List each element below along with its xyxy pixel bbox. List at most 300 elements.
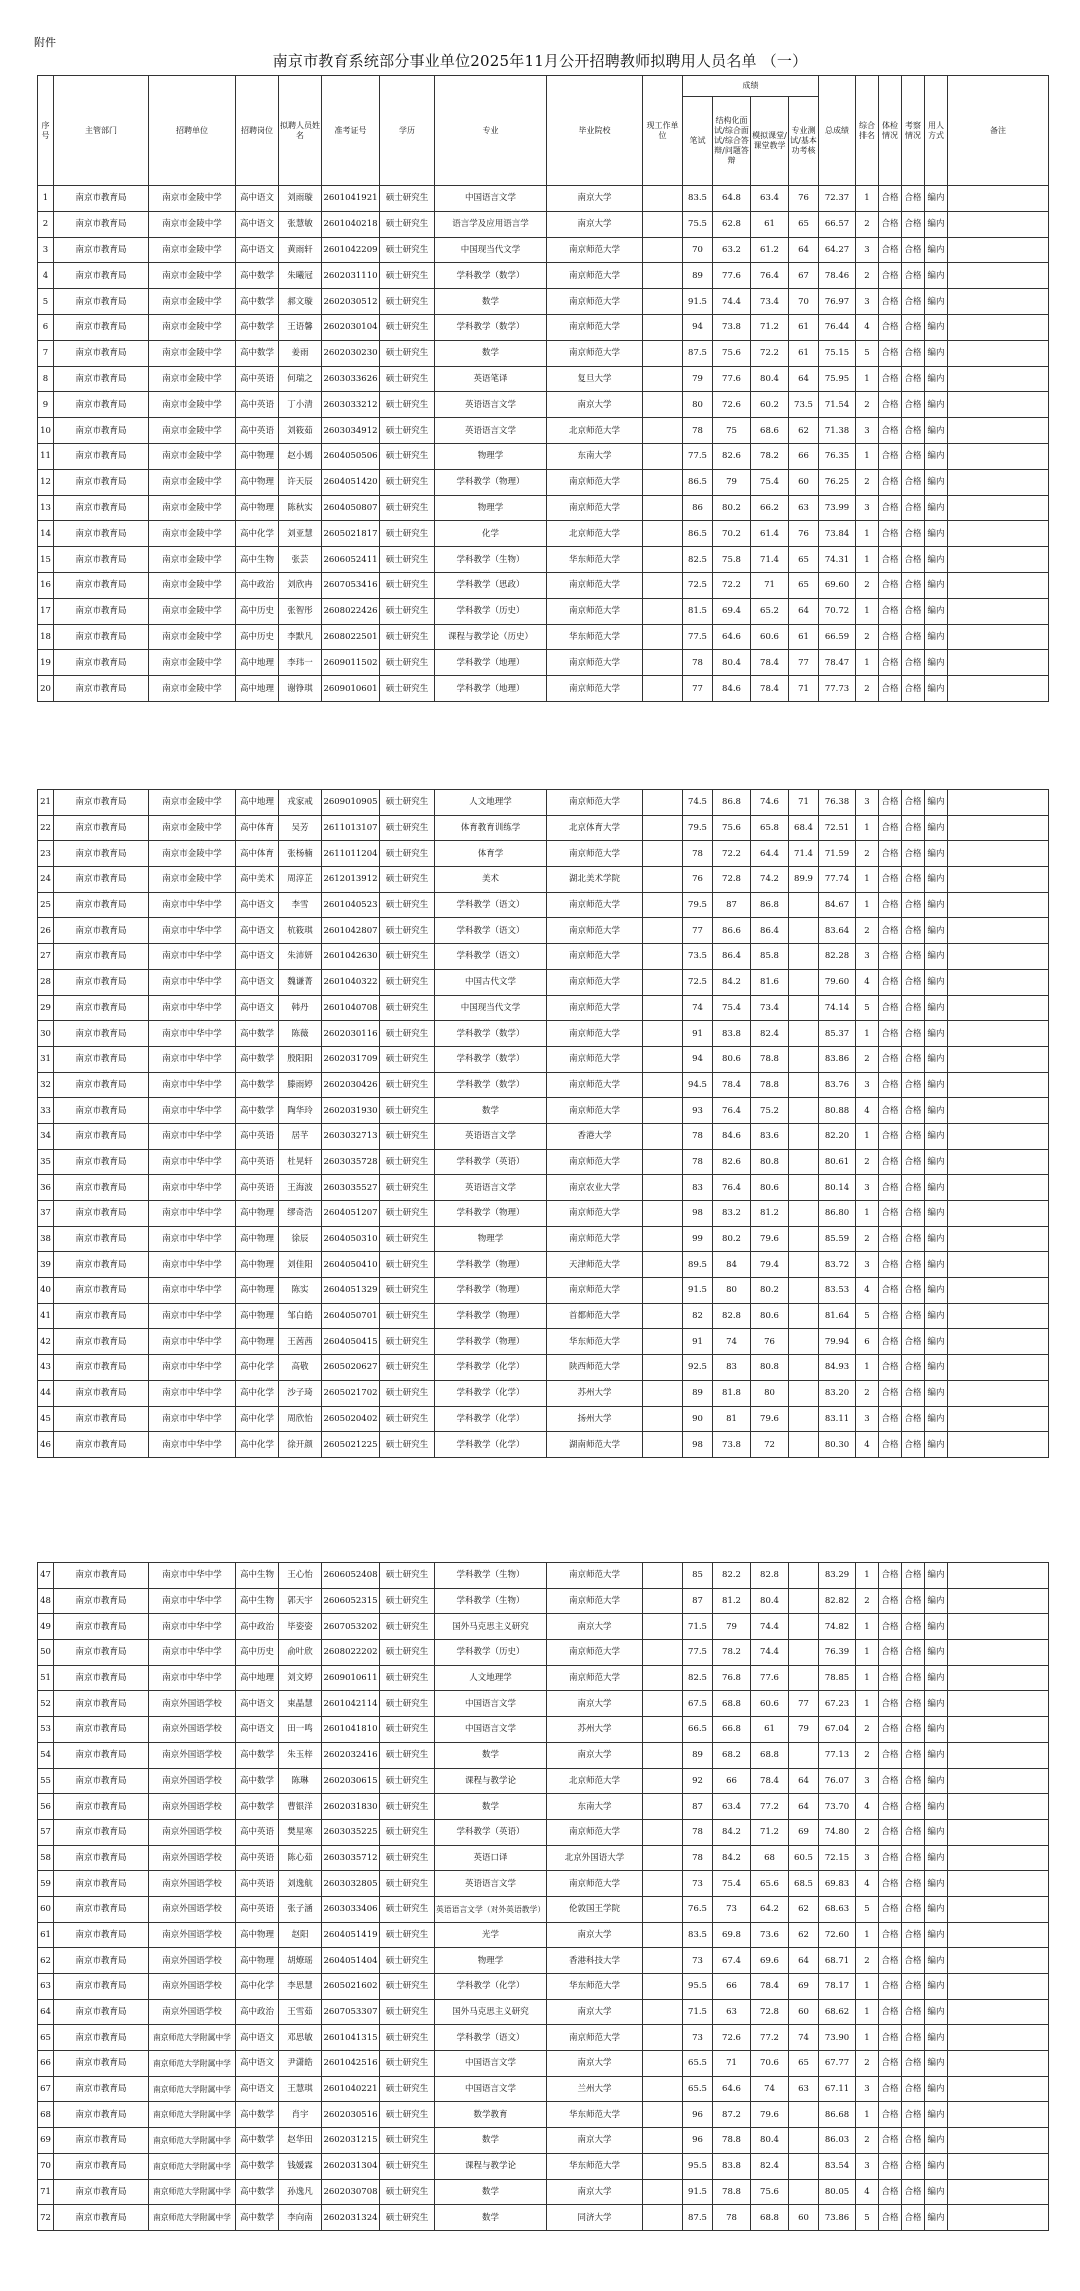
cell-skill: 64 — [789, 1768, 819, 1794]
cell-inspect: 合格 — [902, 1614, 925, 1640]
cell-edu: 硕士研究生 — [380, 340, 435, 366]
cell-school: 南京师范大学 — [547, 1563, 643, 1589]
cell-edu: 硕士研究生 — [380, 1355, 435, 1381]
cell-ticket: 2602031830 — [322, 1794, 380, 1820]
cell-ticket: 2605020627 — [322, 1355, 380, 1381]
cell-skill — [789, 1380, 819, 1406]
cell-employ: 编内 — [925, 1021, 948, 1047]
cell-employ: 编内 — [925, 186, 948, 212]
cell-employ: 编内 — [925, 2179, 948, 2205]
cell-note — [948, 237, 1049, 263]
cell-interview: 75.6 — [713, 340, 751, 366]
cell-inspect: 合格 — [902, 1380, 925, 1406]
table-row — [38, 1948, 1049, 1974]
cell-lesson: 80.6 — [751, 1175, 789, 1201]
cell-major: 中国语言文学 — [435, 2051, 547, 2077]
cell-employ: 编内 — [925, 469, 948, 495]
cell-school: 北京体育大学 — [547, 815, 643, 841]
cell-inspect: 合格 — [902, 1871, 925, 1897]
cell-lesson: 80.4 — [751, 1588, 789, 1614]
cell-inspect: 合格 — [902, 790, 925, 816]
header-note: 备注 — [948, 76, 1049, 186]
cell-inspect: 合格 — [902, 918, 925, 944]
cell-name: 沙子琦 — [279, 1380, 322, 1406]
cell-interview: 76.4 — [713, 1098, 751, 1124]
cell-edu: 硕士研究生 — [380, 1149, 435, 1175]
cell-school: 南京师范大学 — [547, 1046, 643, 1072]
cell-school: 华东师范大学 — [547, 2102, 643, 2128]
cell-interview: 76.8 — [713, 1665, 751, 1691]
cell-ticket: 2601042516 — [322, 2051, 380, 2077]
table-row — [38, 547, 1049, 573]
cell-seq: 51 — [38, 1665, 54, 1691]
cell-lesson: 80.8 — [751, 1149, 789, 1175]
cell-lesson: 73.4 — [751, 289, 789, 315]
cell-unit: 南京师范大学附属中学 — [149, 2153, 236, 2179]
cell-skill: 74 — [789, 2025, 819, 2051]
cell-post: 高中数学 — [236, 314, 279, 340]
cell-edu: 硕士研究生 — [380, 1563, 435, 1589]
cell-unit: 南京市中华中学 — [149, 1098, 236, 1124]
cell-physical: 合格 — [879, 572, 902, 598]
cell-work — [643, 2025, 683, 2051]
cell-name: 邓思敏 — [279, 2025, 322, 2051]
table-row — [38, 2025, 1049, 2051]
cell-total: 82.20 — [819, 1123, 856, 1149]
cell-interview: 79 — [713, 1614, 751, 1640]
cell-lesson: 79.6 — [751, 2102, 789, 2128]
cell-physical: 合格 — [879, 186, 902, 212]
cell-ticket: 2601040221 — [322, 2076, 380, 2102]
cell-physical: 合格 — [879, 1278, 902, 1304]
cell-rank: 1 — [856, 2025, 879, 2051]
cell-skill: 60.5 — [789, 1845, 819, 1871]
cell-rank: 1 — [856, 815, 879, 841]
cell-post: 高中美术 — [236, 867, 279, 893]
cell-written: 73.5 — [683, 944, 713, 970]
cell-lesson: 61.2 — [751, 237, 789, 263]
cell-edu: 硕士研究生 — [380, 1588, 435, 1614]
cell-written: 82.5 — [683, 547, 713, 573]
cell-rank: 2 — [856, 2051, 879, 2077]
cell-interview: 80.4 — [713, 650, 751, 676]
cell-unit: 南京市中华中学 — [149, 1072, 236, 1098]
cell-physical: 合格 — [879, 2025, 902, 2051]
cell-note — [948, 1768, 1049, 1794]
cell-rank: 2 — [856, 1380, 879, 1406]
cell-name: 束晶慧 — [279, 1691, 322, 1717]
cell-post: 高中化学 — [236, 1380, 279, 1406]
cell-name: 张子涵 — [279, 1896, 322, 1922]
cell-employ: 编内 — [925, 598, 948, 624]
cell-edu: 硕士研究生 — [380, 547, 435, 573]
cell-unit: 南京市中华中学 — [149, 1614, 236, 1640]
cell-total: 84.93 — [819, 1355, 856, 1381]
cell-unit: 南京市金陵中学 — [149, 676, 236, 702]
cell-employ: 编内 — [925, 1640, 948, 1666]
cell-edu: 硕士研究生 — [380, 2205, 435, 2231]
cell-total: 79.94 — [819, 1329, 856, 1355]
cell-major: 英语笔译 — [435, 366, 547, 392]
cell-written: 73 — [683, 1948, 713, 1974]
cell-post: 高中政治 — [236, 572, 279, 598]
cell-employ: 编内 — [925, 944, 948, 970]
cell-physical: 合格 — [879, 867, 902, 893]
cell-post: 高中物理 — [236, 443, 279, 469]
table-row — [38, 1742, 1049, 1768]
cell-dept: 南京市教育局 — [54, 1691, 149, 1717]
cell-major: 学科教学（数学） — [435, 1046, 547, 1072]
cell-post: 高中语文 — [236, 237, 279, 263]
cell-inspect: 合格 — [902, 969, 925, 995]
cell-lesson: 68.8 — [751, 1742, 789, 1768]
cell-written: 75.5 — [683, 211, 713, 237]
cell-major: 学科教学（语文） — [435, 944, 547, 970]
cell-written: 95.5 — [683, 2153, 713, 2179]
table-row — [38, 1819, 1049, 1845]
cell-edu: 硕士研究生 — [380, 790, 435, 816]
table-row — [38, 392, 1049, 418]
cell-post: 高中语文 — [236, 1691, 279, 1717]
cell-rank: 3 — [856, 1072, 879, 1098]
cell-major: 国外马克思主义研究 — [435, 1614, 547, 1640]
cell-physical: 合格 — [879, 1329, 902, 1355]
cell-note — [948, 1098, 1049, 1124]
cell-inspect: 合格 — [902, 1640, 925, 1666]
cell-work — [643, 2205, 683, 2231]
cell-written: 79 — [683, 366, 713, 392]
table-row — [38, 1999, 1049, 2025]
cell-school: 香港科技大学 — [547, 1948, 643, 1974]
cell-seq: 16 — [38, 572, 54, 598]
cell-rank: 2 — [856, 572, 879, 598]
cell-work — [643, 314, 683, 340]
cell-school: 南京师范大学 — [547, 790, 643, 816]
cell-rank: 1 — [856, 1974, 879, 2000]
cell-name: 李默凡 — [279, 624, 322, 650]
cell-rank: 3 — [856, 1252, 879, 1278]
cell-total: 86.68 — [819, 2102, 856, 2128]
cell-post: 高中语文 — [236, 2025, 279, 2051]
cell-total: 71.59 — [819, 841, 856, 867]
cell-total: 80.30 — [819, 1432, 856, 1458]
cell-dept: 南京市教育局 — [54, 1665, 149, 1691]
cell-major: 课程与教学论 — [435, 2153, 547, 2179]
cell-major: 学科教学（化学） — [435, 1974, 547, 2000]
cell-inspect: 合格 — [902, 1072, 925, 1098]
cell-total: 80.05 — [819, 2179, 856, 2205]
cell-work — [643, 572, 683, 598]
cell-ticket: 2604050310 — [322, 1226, 380, 1252]
cell-post: 高中数学 — [236, 2153, 279, 2179]
cell-seq: 31 — [38, 1046, 54, 1072]
cell-unit: 南京市金陵中学 — [149, 547, 236, 573]
cell-physical: 合格 — [879, 1665, 902, 1691]
cell-inspect: 合格 — [902, 892, 925, 918]
cell-work — [643, 1380, 683, 1406]
cell-inspect: 合格 — [902, 1665, 925, 1691]
cell-post: 高中物理 — [236, 1226, 279, 1252]
cell-note — [948, 1819, 1049, 1845]
cell-note — [948, 2102, 1049, 2128]
cell-interview: 67.4 — [713, 1948, 751, 1974]
cell-employ: 编内 — [925, 676, 948, 702]
cell-name: 张芸 — [279, 547, 322, 573]
cell-employ: 编内 — [925, 547, 948, 573]
cell-written: 78 — [683, 1123, 713, 1149]
cell-lesson: 66.2 — [751, 495, 789, 521]
cell-interview: 82.6 — [713, 1149, 751, 1175]
cell-major: 学科教学（数学） — [435, 1021, 547, 1047]
cell-ticket: 2612013912 — [322, 867, 380, 893]
table-row — [38, 1355, 1049, 1381]
cell-inspect: 合格 — [902, 572, 925, 598]
cell-edu: 硕士研究生 — [380, 2025, 435, 2051]
cell-employ: 编内 — [925, 495, 948, 521]
cell-note — [948, 289, 1049, 315]
cell-ticket: 2604050415 — [322, 1329, 380, 1355]
cell-total: 68.63 — [819, 1896, 856, 1922]
table-row — [38, 1406, 1049, 1432]
cell-ticket: 2604050701 — [322, 1303, 380, 1329]
cell-note — [948, 650, 1049, 676]
cell-total: 79.60 — [819, 969, 856, 995]
cell-total: 83.72 — [819, 1252, 856, 1278]
cell-interview: 72.6 — [713, 392, 751, 418]
cell-ticket: 2604051207 — [322, 1201, 380, 1227]
cell-lesson: 78.2 — [751, 443, 789, 469]
cell-seq: 2 — [38, 211, 54, 237]
cell-skill — [789, 1046, 819, 1072]
cell-lesson: 61 — [751, 211, 789, 237]
cell-total: 80.14 — [819, 1175, 856, 1201]
cell-name: 钱媛霖 — [279, 2153, 322, 2179]
cell-inspect: 合格 — [902, 1329, 925, 1355]
cell-edu: 硕士研究生 — [380, 1046, 435, 1072]
cell-ticket: 2602030512 — [322, 289, 380, 315]
cell-unit: 南京市金陵中学 — [149, 186, 236, 212]
cell-post: 高中英语 — [236, 392, 279, 418]
cell-major: 学科教学（物理） — [435, 1303, 547, 1329]
cell-unit: 南京外国语学校 — [149, 1922, 236, 1948]
cell-rank: 4 — [856, 314, 879, 340]
header-work: 现工作单位 — [643, 76, 683, 186]
cell-interview: 82.8 — [713, 1303, 751, 1329]
cell-interview: 73.8 — [713, 314, 751, 340]
table-row — [38, 237, 1049, 263]
header-post: 招聘岗位 — [236, 76, 279, 186]
recruit-table-section-1 — [37, 75, 1049, 702]
cell-physical: 合格 — [879, 2051, 902, 2077]
cell-inspect: 合格 — [902, 1588, 925, 1614]
cell-interview: 75.6 — [713, 815, 751, 841]
cell-name: 缪奇浩 — [279, 1201, 322, 1227]
cell-note — [948, 624, 1049, 650]
cell-interview: 86.4 — [713, 944, 751, 970]
cell-work — [643, 676, 683, 702]
cell-skill — [789, 969, 819, 995]
cell-edu: 硕士研究生 — [380, 1896, 435, 1922]
cell-ticket: 2601042114 — [322, 1691, 380, 1717]
cell-written: 76.5 — [683, 1896, 713, 1922]
cell-post: 高中体育 — [236, 841, 279, 867]
cell-employ: 编内 — [925, 1665, 948, 1691]
cell-note — [948, 1871, 1049, 1897]
cell-rank: 3 — [856, 944, 879, 970]
cell-dept: 南京市教育局 — [54, 1794, 149, 1820]
cell-post: 高中英语 — [236, 1896, 279, 1922]
cell-ticket: 2609010611 — [322, 1665, 380, 1691]
cell-employ: 编内 — [925, 263, 948, 289]
cell-interview: 87 — [713, 892, 751, 918]
cell-inspect: 合格 — [902, 2076, 925, 2102]
cell-ticket: 2601040708 — [322, 995, 380, 1021]
cell-major: 学科教学（生物） — [435, 1588, 547, 1614]
cell-rank: 5 — [856, 2205, 879, 2231]
cell-dept: 南京市教育局 — [54, 1717, 149, 1743]
cell-school: 香港大学 — [547, 1123, 643, 1149]
cell-major: 数学 — [435, 2205, 547, 2231]
cell-name: 赵阳 — [279, 1922, 322, 1948]
cell-major: 英语口译 — [435, 1845, 547, 1871]
cell-major: 课程与教学论（历史） — [435, 624, 547, 650]
cell-inspect: 合格 — [902, 624, 925, 650]
cell-lesson: 77.2 — [751, 1794, 789, 1820]
cell-skill: 65 — [789, 547, 819, 573]
cell-written: 78 — [683, 650, 713, 676]
header-name: 拟聘人员姓名 — [279, 76, 322, 186]
cell-interview: 62.8 — [713, 211, 751, 237]
cell-major: 英语语言文学 — [435, 1175, 547, 1201]
header-scores: 成绩 — [683, 76, 819, 97]
cell-total: 86.03 — [819, 2128, 856, 2154]
cell-lesson: 76 — [751, 1329, 789, 1355]
cell-major: 中国语言文学 — [435, 1691, 547, 1717]
cell-school: 复旦大学 — [547, 366, 643, 392]
cell-ticket: 2605021225 — [322, 1432, 380, 1458]
cell-major: 学科教学（数学） — [435, 263, 547, 289]
cell-total: 72.60 — [819, 1922, 856, 1948]
cell-interview: 80.2 — [713, 1226, 751, 1252]
cell-edu: 硕士研究生 — [380, 1252, 435, 1278]
cell-name: 赵华田 — [279, 2128, 322, 2154]
cell-physical: 合格 — [879, 2205, 902, 2231]
cell-seq: 60 — [38, 1896, 54, 1922]
cell-dept: 南京市教育局 — [54, 1896, 149, 1922]
cell-written: 78 — [683, 1819, 713, 1845]
cell-seq: 38 — [38, 1226, 54, 1252]
cell-skill — [789, 1329, 819, 1355]
cell-work — [643, 2102, 683, 2128]
cell-employ: 编内 — [925, 1948, 948, 1974]
cell-post: 高中化学 — [236, 1406, 279, 1432]
cell-total: 76.39 — [819, 1640, 856, 1666]
cell-post: 高中语文 — [236, 2051, 279, 2077]
cell-physical: 合格 — [879, 469, 902, 495]
cell-edu: 硕士研究生 — [380, 2128, 435, 2154]
cell-skill: 73.5 — [789, 392, 819, 418]
cell-written: 89 — [683, 1380, 713, 1406]
cell-employ: 编内 — [925, 1614, 948, 1640]
cell-school: 南京大学 — [547, 1614, 643, 1640]
table-row — [38, 1046, 1049, 1072]
cell-seq: 45 — [38, 1406, 54, 1432]
cell-school: 南京大学 — [547, 2051, 643, 2077]
cell-employ: 编内 — [925, 1563, 948, 1589]
cell-physical: 合格 — [879, 650, 902, 676]
cell-major: 数学 — [435, 1098, 547, 1124]
cell-dept: 南京市教育局 — [54, 1252, 149, 1278]
cell-edu: 硕士研究生 — [380, 211, 435, 237]
cell-interview: 81.2 — [713, 1588, 751, 1614]
cell-seq: 5 — [38, 289, 54, 315]
cell-rank: 3 — [856, 289, 879, 315]
cell-major: 光学 — [435, 1922, 547, 1948]
cell-employ: 编内 — [925, 2051, 948, 2077]
cell-major: 学科教学（数学） — [435, 1072, 547, 1098]
cell-total: 85.37 — [819, 1021, 856, 1047]
cell-rank: 1 — [856, 366, 879, 392]
cell-lesson: 78.4 — [751, 1768, 789, 1794]
cell-dept: 南京市教育局 — [54, 1432, 149, 1458]
cell-dept: 南京市教育局 — [54, 1329, 149, 1355]
cell-physical: 合格 — [879, 314, 902, 340]
cell-written: 65.5 — [683, 2076, 713, 2102]
cell-rank: 5 — [856, 1896, 879, 1922]
cell-edu: 硕士研究生 — [380, 1717, 435, 1743]
cell-rank: 1 — [856, 1355, 879, 1381]
cell-written: 89 — [683, 1742, 713, 1768]
cell-edu: 硕士研究生 — [380, 1665, 435, 1691]
header-interview: 结构化面试/综合面试/综合答辩/问题答辩 — [713, 97, 751, 186]
cell-post: 高中数学 — [236, 1098, 279, 1124]
cell-lesson: 80.2 — [751, 1278, 789, 1304]
cell-skill — [789, 1355, 819, 1381]
cell-interview: 72.2 — [713, 572, 751, 598]
cell-ticket: 2603033626 — [322, 366, 380, 392]
cell-skill: 71.4 — [789, 841, 819, 867]
cell-school: 南京师范大学 — [547, 1819, 643, 1845]
cell-major: 学科教学（物理） — [435, 1252, 547, 1278]
cell-lesson: 78.8 — [751, 1046, 789, 1072]
cell-work — [643, 1948, 683, 1974]
cell-inspect: 合格 — [902, 598, 925, 624]
cell-rank: 2 — [856, 392, 879, 418]
cell-physical: 合格 — [879, 1303, 902, 1329]
cell-name: 周淳芷 — [279, 867, 322, 893]
table-row — [38, 892, 1049, 918]
cell-ticket: 2603032805 — [322, 1871, 380, 1897]
cell-ticket: 2608022426 — [322, 598, 380, 624]
cell-work — [643, 1768, 683, 1794]
cell-dept: 南京市教育局 — [54, 1355, 149, 1381]
cell-major: 学科教学（地理） — [435, 676, 547, 702]
cell-dept: 南京市教育局 — [54, 867, 149, 893]
table-row — [38, 790, 1049, 816]
cell-work — [643, 944, 683, 970]
cell-work — [643, 790, 683, 816]
cell-seq: 62 — [38, 1948, 54, 1974]
recruit-table-section-3 — [37, 1562, 1049, 2231]
recruit-table-section-2 — [37, 789, 1049, 1458]
cell-work — [643, 2051, 683, 2077]
cell-school: 伦敦国王学院 — [547, 1896, 643, 1922]
cell-edu: 硕士研究生 — [380, 944, 435, 970]
cell-seq: 18 — [38, 624, 54, 650]
cell-total: 83.20 — [819, 1380, 856, 1406]
page-title: 南京市教育系统部分事业单位2025年11月公开招聘教师拟聘用人员名单 （一） — [272, 52, 808, 70]
cell-employ: 编内 — [925, 1717, 948, 1743]
